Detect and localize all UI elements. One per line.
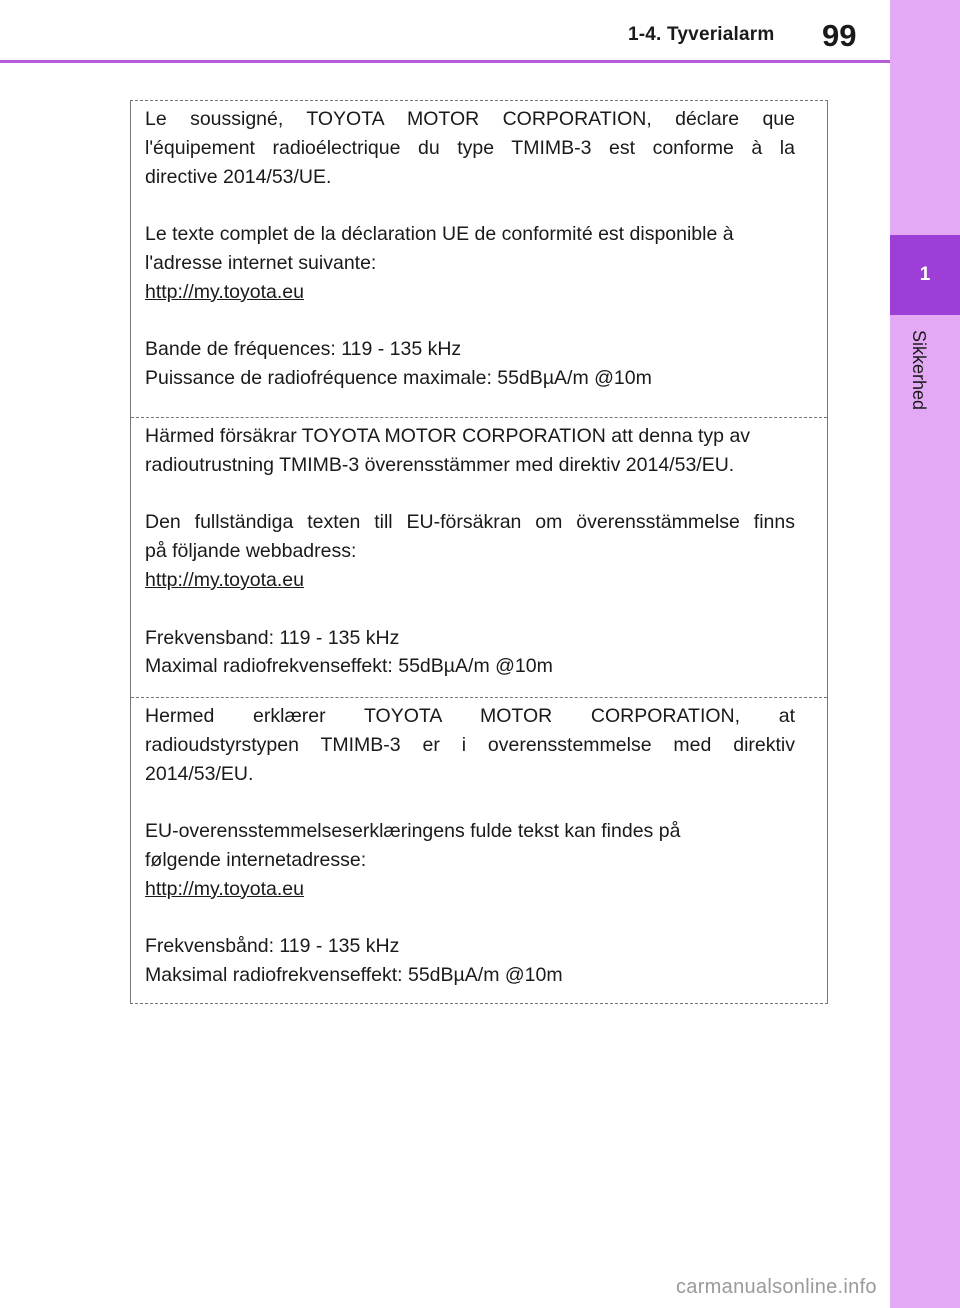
max-power: Puissance de radiofréquence maximale: 55dBµA/m @10m bbox=[145, 367, 652, 390]
text-line: følgende internetadresse: bbox=[145, 848, 367, 871]
text-line: 2014/53/EU. bbox=[145, 762, 254, 785]
declaration-french bbox=[131, 105, 827, 393]
declaration-danish bbox=[131, 697, 827, 990]
declaration-link[interactable]: http://my.toyota.eu bbox=[145, 568, 304, 591]
frequency-band: Frekvensband: 119 - 135 kHz bbox=[145, 626, 400, 649]
chapter-tab[interactable] bbox=[890, 235, 960, 315]
declaration-link[interactable]: http://my.toyota.eu bbox=[145, 877, 304, 900]
text-line: directive 2014/53/UE. bbox=[145, 165, 332, 188]
chapter-label: Sikkerhed bbox=[909, 330, 929, 411]
chapter-number: 1 bbox=[919, 264, 931, 285]
text-line: Hermed erklærer TOYOTA MOTOR CORPORATION, at bbox=[145, 705, 795, 727]
declaration-swedish bbox=[131, 417, 827, 681]
text-line: l'adresse internet suivante: bbox=[145, 251, 377, 274]
text-line: Den fullständiga texten till EU-försäkran om överensstämmelse finns bbox=[145, 511, 795, 534]
text-line: l'équipement radioélectrique du type TMIMB-3 est conforme à la bbox=[145, 136, 795, 159]
header-divider bbox=[0, 60, 890, 63]
max-power: Maximal radiofrekvenseffekt: 55dBµA/m @10m bbox=[145, 655, 553, 678]
text-line: på följande webbadress: bbox=[145, 540, 357, 563]
declaration-link[interactable]: http://my.toyota.eu bbox=[145, 280, 304, 303]
frequency-band: Frekvensbånd: 119 - 135 kHz bbox=[145, 935, 400, 958]
section-title: 1-4. Tyverialarm bbox=[628, 24, 775, 45]
page-number: 99 bbox=[822, 18, 857, 53]
frequency-band: Bande de fréquences: 119 - 135 kHz bbox=[145, 338, 462, 361]
text-line: radioudstyrstypen TMIMB-3 er i overensstemmelse med direktiv bbox=[145, 733, 795, 756]
watermark: carmanualsonline.info bbox=[676, 1276, 877, 1298]
text-line: EU-overensstemmelseserklæringens fulde tekst kan findes på bbox=[145, 820, 681, 843]
declaration-box bbox=[130, 100, 828, 1004]
text-line: radioutrustning TMIMB-3 överensstämmer med direktiv 2014/53/EU. bbox=[145, 453, 735, 476]
max-power: Maksimal radiofrekvenseffekt: 55dBµA/m @10m bbox=[145, 964, 563, 987]
text-line: Härmed försäkrar TOYOTA MOTOR CORPORATION att denna typ av bbox=[145, 425, 751, 447]
chapter-sidebar bbox=[890, 0, 960, 1308]
text-line: Le soussigné, TOYOTA MOTOR CORPORATION, déclare que bbox=[145, 108, 795, 130]
text-line: Le texte complet de la déclaration UE de conformité est disponible à bbox=[145, 223, 734, 246]
